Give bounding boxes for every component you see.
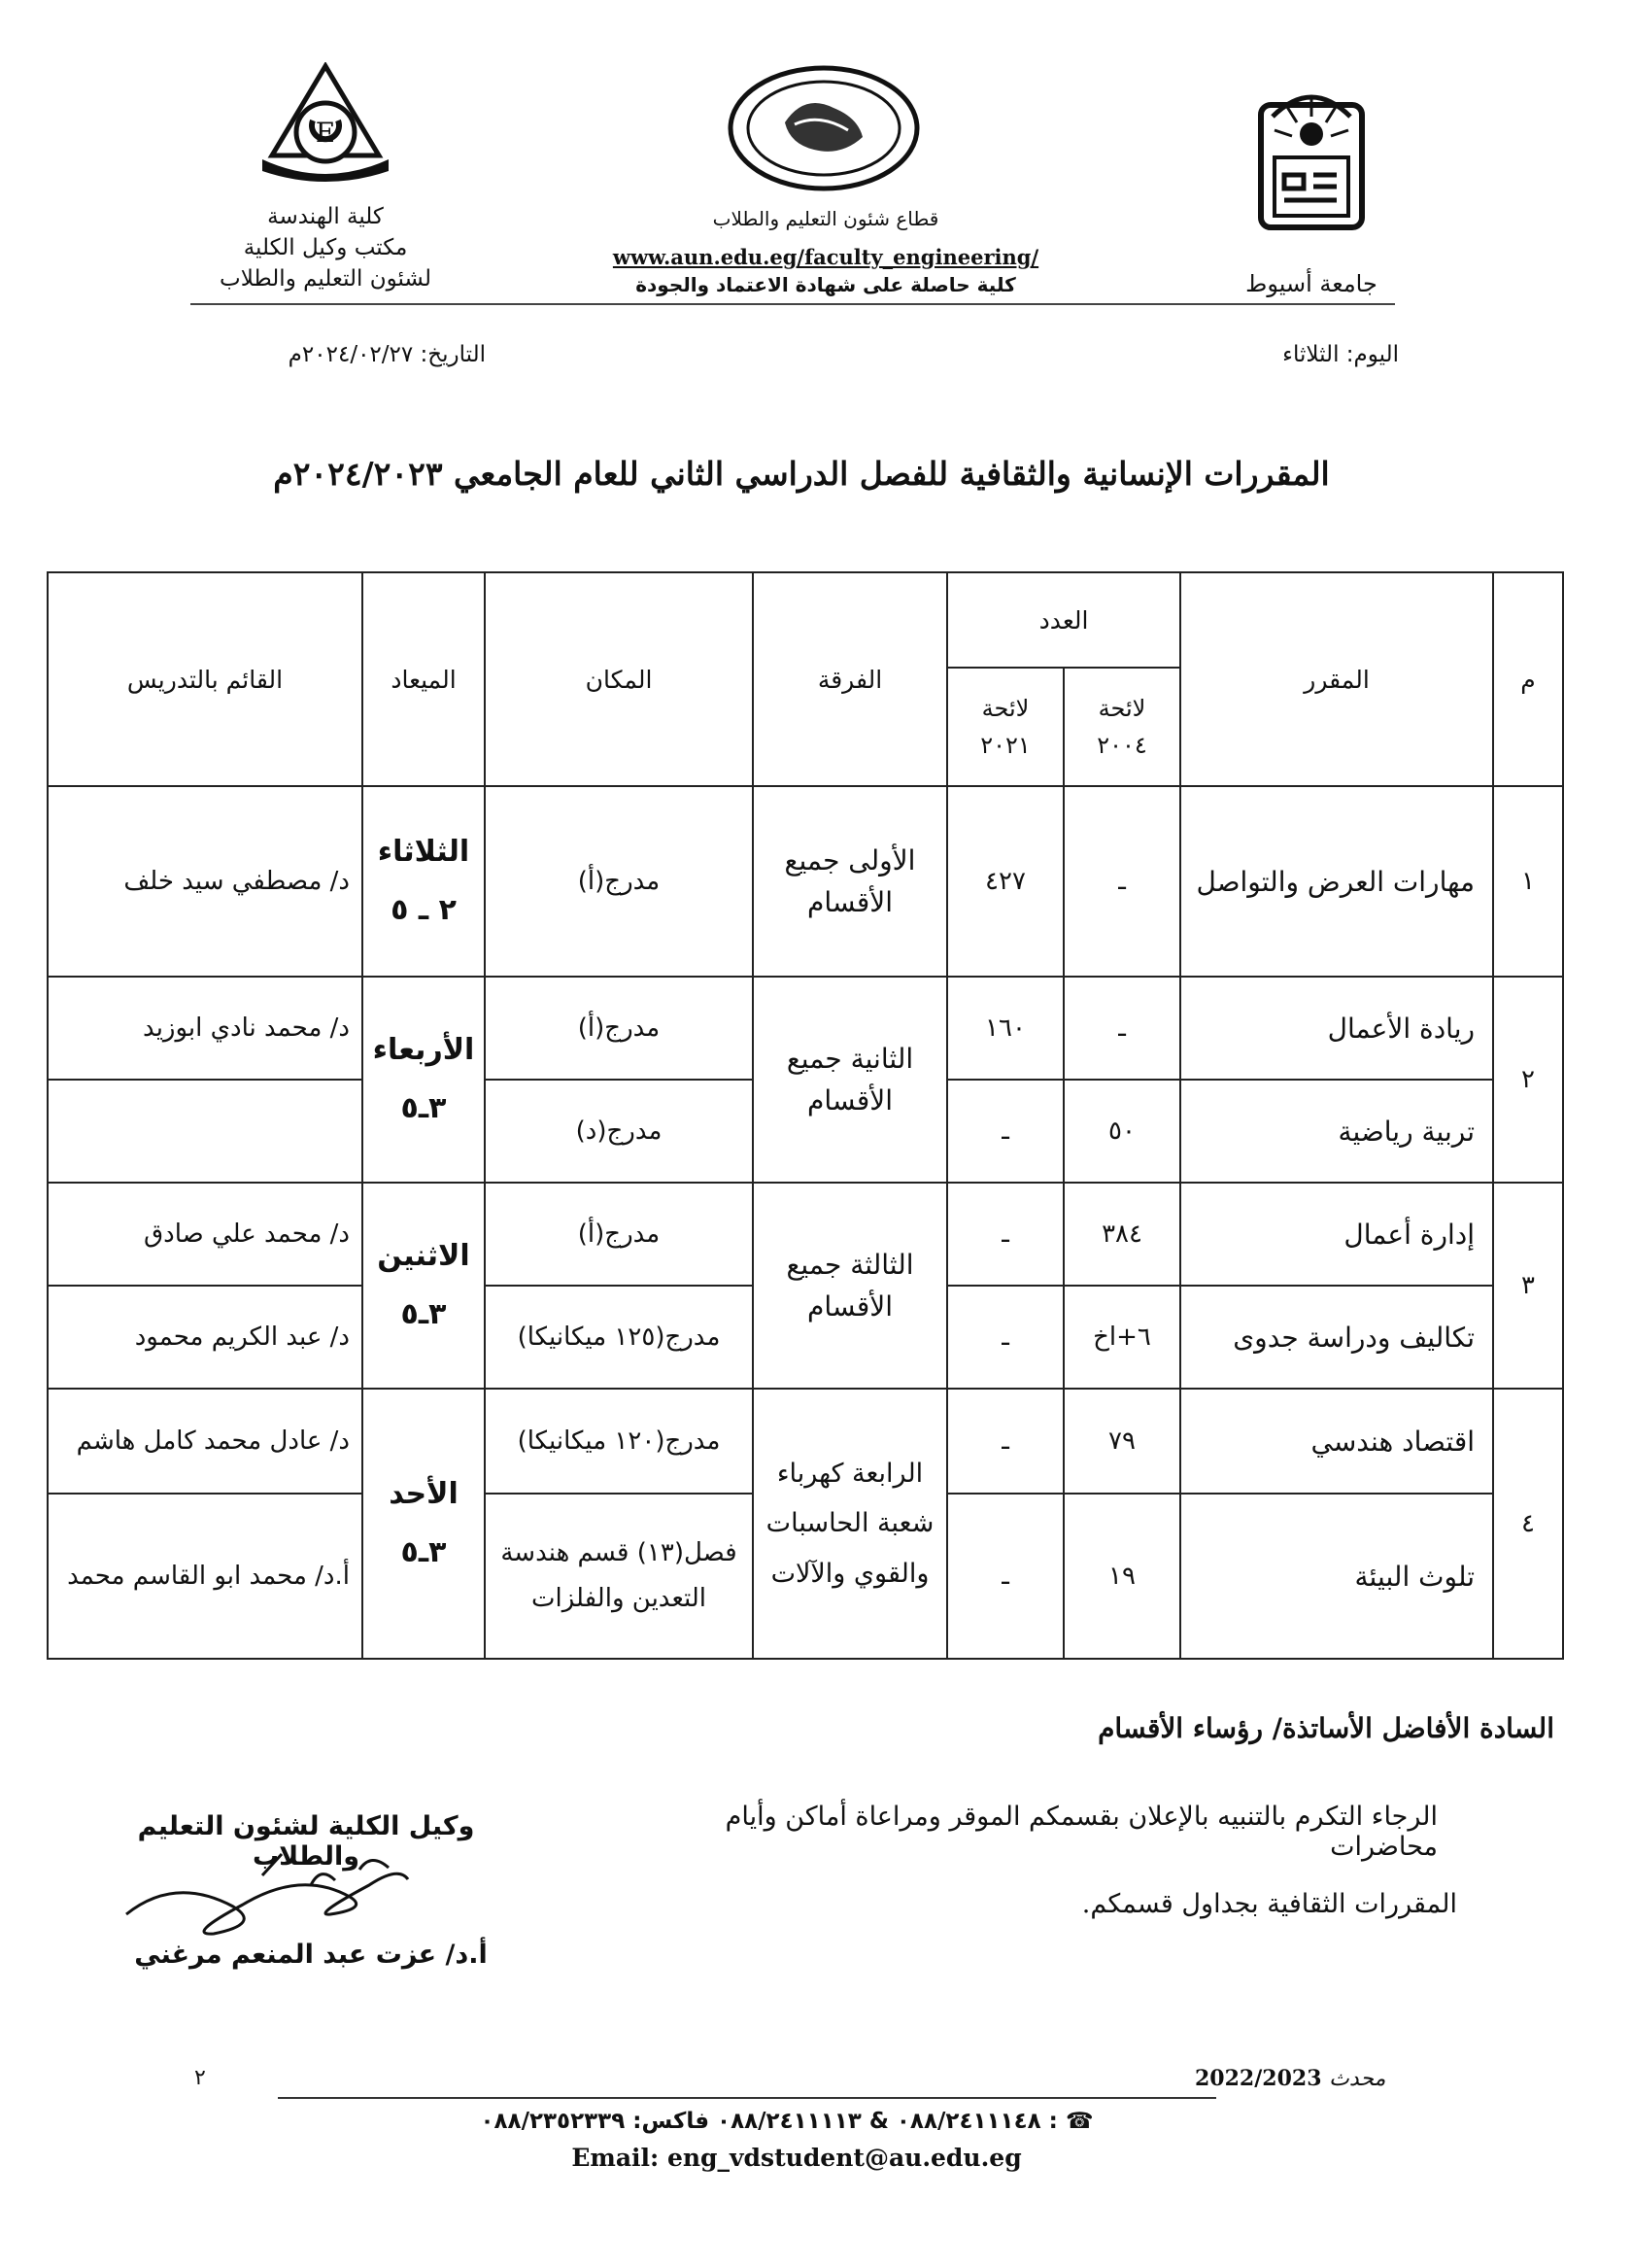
faculty-name: كلية الهندسة — [267, 204, 384, 229]
place: مدرج(أ) — [485, 1183, 753, 1286]
date-field — [194, 342, 486, 367]
level: الرابعة كهرباء شعبة الحاسبات والقوي والآلات — [753, 1389, 947, 1659]
student-affairs-dept: لشئون التعليم والطلاب — [220, 266, 431, 292]
course-name: اقتصاد هندسي — [1180, 1389, 1493, 1494]
header-divider — [190, 303, 1395, 305]
day-field — [1166, 342, 1399, 367]
notes-body-line2: المقررات الثقافية بجداول قسمكم. — [1081, 1889, 1457, 1919]
count-2021: ـ — [947, 1080, 1064, 1183]
count-2004: ٦+اخ — [1064, 1286, 1180, 1389]
sector-seal — [727, 64, 921, 192]
table-row — [48, 786, 1563, 977]
day: الأحد — [389, 1476, 459, 1511]
row-index: ١ — [1493, 786, 1563, 977]
count-2021: ـ — [947, 1389, 1064, 1494]
place: مدرج(د) — [485, 1080, 753, 1183]
contact-phones: ☎ : ٠٨٨/٢٤١١١٤٨ & ٠٨٨/٢٤١١١١٣ فاكس: ٠٨٨/٢٣٥٢٣٣٩ — [480, 2109, 1094, 2134]
level: الثالثة جميع الأقسام — [753, 1183, 947, 1389]
count-2021: ـ — [947, 1183, 1064, 1286]
day: الاثنين — [377, 1238, 470, 1273]
faculty-website-link[interactable]: www.aun.edu.eg/faculty_engineering/ — [612, 245, 1039, 269]
table-row — [48, 1183, 1563, 1286]
level: الأولى جميع الأقسام — [753, 786, 947, 977]
day-label: اليوم: — [1345, 342, 1399, 367]
schedule-table — [47, 571, 1564, 1660]
count-2004: ٣٨٤ — [1064, 1183, 1180, 1286]
count-2021: ـ — [947, 1286, 1064, 1389]
course-name: ريادة الأعمال — [1180, 977, 1493, 1080]
vice-dean-office: مكتب وكيل الكلية — [243, 235, 408, 260]
teacher: د/ عبد الكريم محمود — [48, 1286, 362, 1389]
place: مدرج(١٢٥ ميكانيكا) — [485, 1286, 753, 1389]
header-level: الفرقة — [753, 572, 947, 786]
count-2004: ٥٠ — [1064, 1080, 1180, 1183]
teacher: د/ عادل محمد كامل هاشم — [48, 1389, 362, 1494]
header-teacher: القائم بالتدريس — [48, 572, 362, 786]
page-number: ٢ — [194, 2066, 206, 2090]
course-name: تلوث البيئة — [1180, 1494, 1493, 1659]
header-place: المكان — [485, 572, 753, 786]
signatory-name: أ.د/ عزت عبد المنعم مرغني — [134, 1940, 488, 1970]
level: الثانية جميع الأقسام — [753, 977, 947, 1183]
teacher: د/ محمد علي صادق — [48, 1183, 362, 1286]
time — [362, 977, 485, 1183]
time — [362, 1183, 485, 1389]
day: الأربعاء — [372, 1032, 475, 1067]
day: الثلاثاء — [377, 834, 470, 869]
header-course: المقرر — [1180, 572, 1493, 786]
course-name: إدارة أعمال — [1180, 1183, 1493, 1286]
hours: ٣ـ٥ — [400, 1091, 447, 1125]
notes-salutation: السادة الأفاضل الأساتذة/ رؤساء الأقسام — [1098, 1712, 1554, 1744]
university-logo — [1253, 78, 1370, 233]
header-count: العدد — [947, 572, 1180, 668]
version-prefix: محدث — [1329, 2067, 1386, 2091]
count-2021: ١٦٠ — [947, 977, 1064, 1080]
place: مدرج(أ) — [485, 977, 753, 1080]
header-reg-2021: لائحة ٢٠٢١ — [947, 668, 1064, 786]
hours: ٣ـ٥ — [400, 1535, 447, 1569]
accreditation-note: كلية حاصلة على شهادة الاعتماد والجودة — [635, 273, 1016, 296]
place: مدرج(أ) — [485, 786, 753, 977]
time — [362, 786, 485, 977]
place: فصل(١٣) قسم هندسة التعدين والفلزات — [485, 1494, 753, 1659]
row-index: ٤ — [1493, 1389, 1563, 1659]
teacher: د/ محمد نادي ابوزيد — [48, 977, 362, 1080]
hours: ٣ـ٥ — [400, 1297, 447, 1331]
table-row — [48, 977, 1563, 1080]
course-name: تربية رياضية — [1180, 1080, 1493, 1183]
place: مدرج(١٢٠ ميكانيكا) — [485, 1389, 753, 1494]
sector-name: قطاع شئون التعليم والطلاب — [712, 207, 939, 230]
faculty-logo — [253, 62, 398, 192]
hours: ٢ ـ ٥ — [391, 893, 457, 927]
count-2021: ٤٢٧ — [947, 786, 1064, 977]
count-2004: ٧٩ — [1064, 1389, 1180, 1494]
contact-email[interactable]: Email: eng_vdstudent@au.edu.eg — [571, 2144, 1022, 2172]
notes-body-line1: الرجاء التكرم بالتنبيه بالإعلان بقسمكم الموقر ومراعاة أماكن وأيام محاضرات — [725, 1802, 1438, 1862]
date-label: التاريخ: — [420, 342, 486, 367]
day-value: الثلاثاء — [1282, 342, 1340, 367]
university-name: جامعة أسيوط — [1245, 270, 1377, 297]
count-2004: ـ — [1064, 977, 1180, 1080]
count-2021: ـ — [947, 1494, 1064, 1659]
header-index: م — [1493, 572, 1563, 786]
svg-text:E: E — [315, 117, 336, 149]
header-reg-2004: لائحة ٢٠٠٤ — [1064, 668, 1180, 786]
teacher: أ.د/ محمد ابو القاسم محمد — [48, 1494, 362, 1659]
handwritten-signature — [117, 1846, 427, 1953]
page-title: المقررات الإنسانية والثقافية للفصل الدراسي الثاني للعام الجامعي ٢٠٢٤/٢٠٢٣م — [273, 455, 1330, 493]
course-name: تكاليف ودراسة جدوى — [1180, 1286, 1493, 1389]
count-2004: ـ — [1064, 786, 1180, 977]
date-value: ٢٠٢٤/٠٢/٢٧م — [288, 342, 414, 367]
table-row — [48, 1389, 1563, 1494]
version-number: 2022/2023 — [1195, 2066, 1322, 2091]
count-2004: ١٩ — [1064, 1494, 1180, 1659]
teacher: د/ مصطفي سيد خلف — [48, 786, 362, 977]
version-label — [1195, 2066, 1409, 2091]
row-index: ٢ — [1493, 977, 1563, 1183]
teacher — [48, 1080, 362, 1183]
footer-divider — [278, 2097, 1216, 2099]
header-time: الميعاد — [362, 572, 485, 786]
course-name: مهارات العرض والتواصل — [1180, 786, 1493, 977]
signature-title: وكيل الكلية لشئون التعليم والطلاب — [137, 1811, 475, 1872]
time — [362, 1389, 485, 1659]
row-index: ٣ — [1493, 1183, 1563, 1389]
